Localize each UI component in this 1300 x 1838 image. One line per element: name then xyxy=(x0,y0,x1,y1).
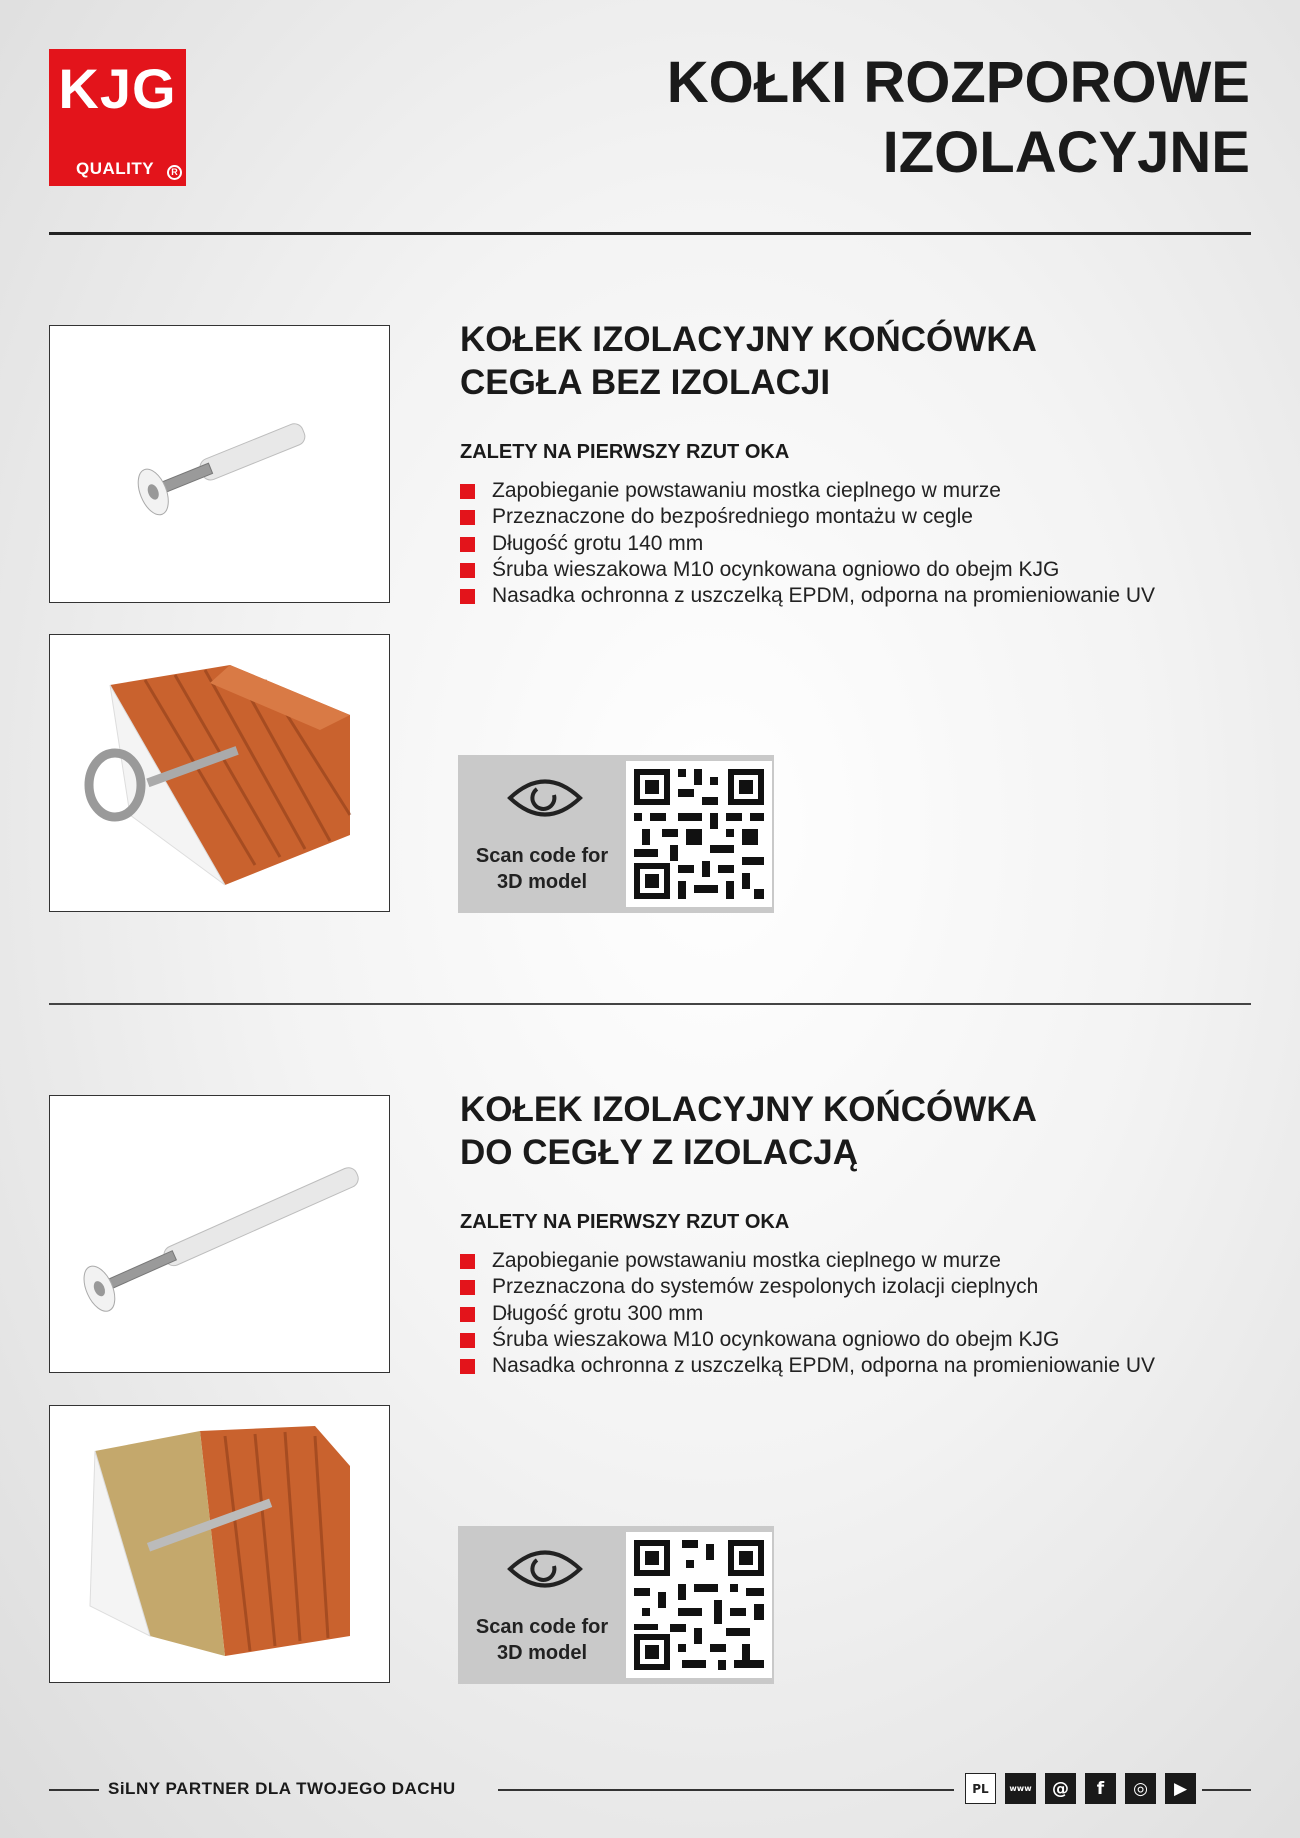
footer-line-right xyxy=(1202,1789,1251,1791)
page-title-line1: KOŁKI ROZPOROWE xyxy=(666,50,1250,115)
product-1-qr-panel[interactable] xyxy=(458,755,774,913)
page-title-line2: IZOLACYJNE xyxy=(882,120,1250,185)
product-2-subhead: ZALETY NA PIERWSZY RZUT OKA xyxy=(460,1211,790,1233)
logo-tagline: QUALITY xyxy=(76,159,155,178)
feature-item: Nasadka ochronna z uszczelką EPDM, odporna na promieniowanie UV xyxy=(460,1353,1155,1379)
product-1-features xyxy=(460,478,1155,609)
eye-icon xyxy=(507,773,583,823)
product-1-title-line1: KOŁEK IZOLACYJNY KOŃCÓWKA xyxy=(460,320,1037,359)
product-1-title xyxy=(460,318,1180,404)
product-1-subhead: ZALETY NA PIERWSZY RZUT OKA xyxy=(460,441,790,463)
scan-code-line1: Scan code for xyxy=(475,1616,609,1638)
feature-item: Przeznaczona do systemów zespolonych izolacji cieplnych xyxy=(460,1274,1155,1300)
scan-code-line2: 3D model xyxy=(496,871,588,893)
product-1-photo xyxy=(49,325,390,603)
feature-item: Zapobieganie powstawaniu mostka cieplnego w murze xyxy=(460,478,1155,504)
feature-item: Śruba wieszakowa M10 ocynkowana ogniowo do obejm KJG xyxy=(460,1327,1155,1353)
product-2-features xyxy=(460,1248,1155,1379)
footer-slogan: SiLNY PARTNER DLA TWOJEGO DACHU xyxy=(108,1779,456,1798)
youtube-icon[interactable]: ▶ xyxy=(1165,1773,1196,1804)
scan-code-line2: 3D model xyxy=(496,1642,588,1664)
feature-item: Zapobieganie powstawaniu mostka cieplnego w murze xyxy=(460,1248,1155,1274)
scan-code-label xyxy=(458,843,626,895)
instagram-icon[interactable]: ◎ xyxy=(1125,1773,1156,1804)
email-icon[interactable]: @ xyxy=(1045,1773,1076,1804)
footer-icon-bar xyxy=(965,1773,1196,1804)
feature-item: Śruba wieszakowa M10 ocynkowana ogniowo do obejm KJG xyxy=(460,557,1155,583)
anchor-long-image xyxy=(50,1096,390,1373)
eye-icon xyxy=(507,1544,583,1594)
product-2-photo xyxy=(49,1095,390,1373)
feature-item: Nasadka ochronna z uszczelką EPDM, odporna na promieniowanie UV xyxy=(460,583,1155,609)
product-2-brick-photo xyxy=(49,1405,390,1683)
product-1-title-line2: CEGŁA BEZ IZOLACJI xyxy=(460,363,831,402)
anchor-short-image xyxy=(50,326,390,603)
website-icon[interactable]: www xyxy=(1005,1773,1036,1804)
brick-installation-image xyxy=(50,635,390,912)
page-title xyxy=(550,48,1250,188)
feature-item: Długość grotu 140 mm xyxy=(460,531,1155,557)
scan-code-line1: Scan code for xyxy=(475,845,609,867)
feature-item: Przeznaczone do bezpośredniego montażu w cegle xyxy=(460,504,1155,530)
product-2-title xyxy=(460,1088,1180,1174)
product-2-title-line2: DO CEGŁY Z IZOLACJĄ xyxy=(460,1133,858,1172)
feature-item: Długość grotu 300 mm xyxy=(460,1301,1155,1327)
product-2-qr-panel[interactable] xyxy=(458,1526,774,1684)
qr-code-icon[interactable] xyxy=(626,761,772,907)
logo-brand: KJG xyxy=(58,57,177,120)
kjg-logo xyxy=(49,49,186,186)
header-divider xyxy=(49,232,1251,235)
footer-line-middle xyxy=(498,1789,954,1791)
product-2-title-line1: KOŁEK IZOLACYJNY KOŃCÓWKA xyxy=(460,1090,1037,1129)
brick-insulation-installation-image xyxy=(50,1406,390,1683)
scan-code-label xyxy=(458,1614,626,1666)
language-pl-icon[interactable]: PL xyxy=(965,1773,996,1804)
qr-code-icon[interactable] xyxy=(626,1532,772,1678)
footer-line-left xyxy=(49,1789,99,1791)
section-divider xyxy=(49,1003,1251,1005)
product-1-brick-photo xyxy=(49,634,390,912)
facebook-icon[interactable]: f xyxy=(1085,1773,1116,1804)
registered-mark: R xyxy=(167,165,182,180)
